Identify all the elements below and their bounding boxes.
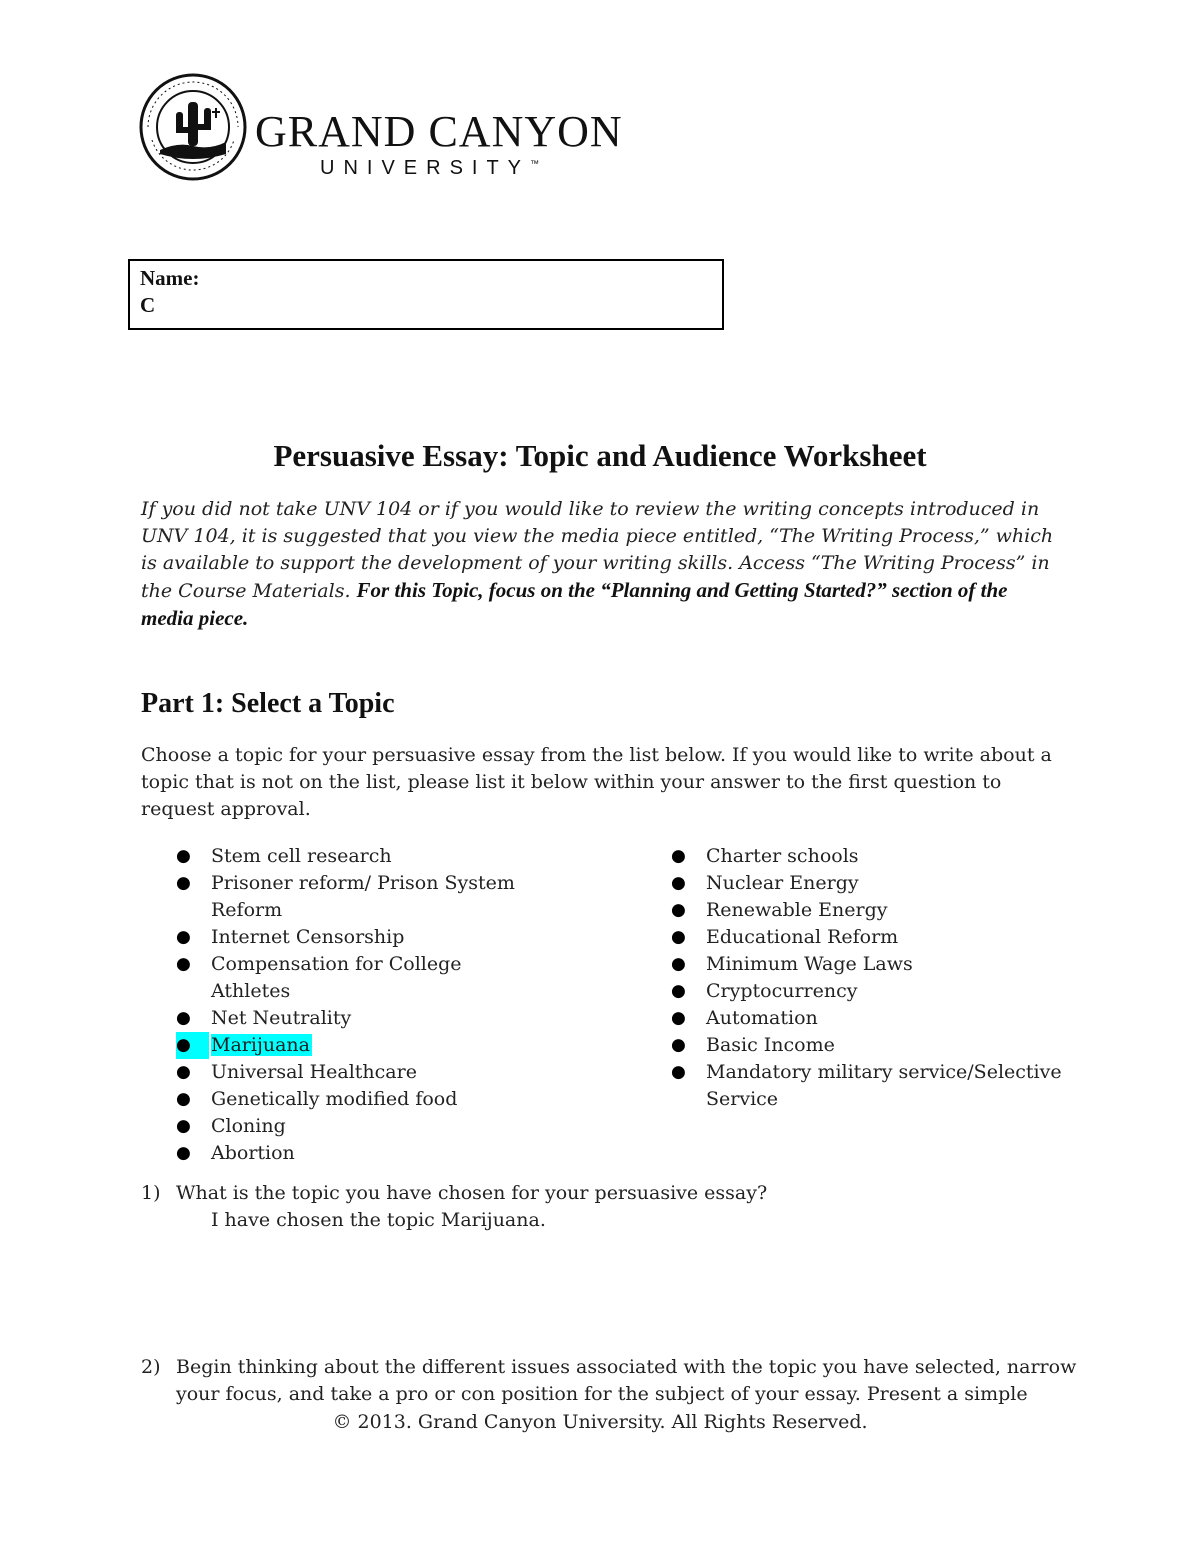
topic-label: Marijuana (211, 1034, 310, 1056)
topic-item (176, 1005, 536, 1032)
topic-item (671, 1059, 1071, 1113)
question-2-text: Begin thinking about the different issues associated with the topic you have selected, narrow your focus, and take a pro or con position for the subject of your essay. Present a simple (176, 1356, 1077, 1405)
bullet-icon: ● (671, 954, 686, 974)
bullet-icon: ● (671, 981, 686, 1001)
bullet-icon: ● (176, 1032, 209, 1059)
copyright-footer: © 2013. Grand Canyon University. All Rights Reserved. (332, 1411, 868, 1433)
logo-wordmark-bottom: UNIVERSITY™ (320, 157, 540, 179)
topic-item (176, 1032, 536, 1059)
intro-paragraph (141, 496, 1061, 633)
part1-heading: Part 1: Select a Topic (141, 688, 395, 719)
topic-item (176, 1059, 536, 1086)
intro-text: If you did not take UNV 104 or if you would like to review the writing concepts introduced in UNV 104, it is suggested that you view the media piece entitled, “The Writing Process,” which is available to support the development of your writing skills. Access “The Writing Process” in the Course Materials. (141, 498, 1054, 602)
topic-item (176, 870, 536, 924)
topic-label: Internet Censorship (211, 926, 405, 948)
bullet-icon: ● (176, 1116, 191, 1136)
topic-label: Renewable Energy (706, 899, 888, 921)
bullet-icon: ● (176, 1008, 191, 1028)
topic-item (176, 951, 536, 1005)
topic-item (671, 843, 1071, 870)
topics-list-left (176, 843, 536, 1167)
topic-label: Cloning (211, 1115, 286, 1137)
intro-bold-text: For this Topic, focus on the “Planning and Getting Started?” section of the media piece. (141, 578, 1008, 630)
question-1 (141, 1180, 1081, 1207)
topic-label: Net Neutrality (211, 1007, 352, 1029)
logo-wordmark-top: GRAND CANYON (255, 107, 623, 156)
topic-label: Mandatory military service/Selective Service (706, 1061, 1062, 1110)
bullet-icon: ● (176, 1062, 191, 1082)
topic-label: Prisoner reform/ Prison System Reform (211, 872, 515, 921)
question-1-text: What is the topic you have chosen for your persuasive essay? (176, 1182, 768, 1204)
question-2-number: 2) (141, 1356, 161, 1378)
topic-label: Cryptocurrency (706, 980, 858, 1002)
question-2 (141, 1354, 1081, 1408)
topic-item (671, 1005, 1071, 1032)
topic-item (671, 924, 1071, 951)
topic-label: Automation (706, 1007, 818, 1029)
bullet-icon: ● (671, 927, 686, 947)
topic-item (671, 951, 1071, 978)
topic-item (671, 897, 1071, 924)
bullet-icon: ● (176, 1143, 191, 1163)
part1-instructions: Choose a topic for your persuasive essay from the list below. If you would like to write about a topic that is not on the list, please list it below within your answer to the first question to request approval. (141, 744, 1052, 820)
topic-label: Minimum Wage Laws (706, 953, 913, 975)
university-logo (138, 72, 623, 182)
topic-label: Basic Income (706, 1034, 835, 1056)
topic-item (176, 843, 536, 870)
topic-label: Universal Healthcare (211, 1061, 417, 1083)
name-value: C (140, 293, 156, 317)
topic-item (671, 1032, 1071, 1059)
topic-label: Genetically modified food (211, 1088, 458, 1110)
topic-label: Compensation for College Athletes (211, 953, 462, 1002)
topic-item (176, 1086, 536, 1113)
bullet-icon: ● (671, 846, 686, 866)
bullet-icon: ● (176, 846, 191, 866)
page-title: Persuasive Essay: Topic and Audience Worksheet (273, 438, 927, 473)
name-label: Name: (140, 266, 200, 290)
bullet-icon: ● (176, 927, 191, 947)
topic-item (176, 924, 536, 951)
bullet-icon: ● (671, 1035, 686, 1055)
bullet-icon: ● (671, 1062, 686, 1082)
bullet-icon: ● (671, 1008, 686, 1028)
bullet-icon: ● (176, 873, 191, 893)
name-box (128, 259, 724, 330)
topic-label: Nuclear Energy (706, 872, 859, 894)
bullet-icon: ● (671, 873, 686, 893)
topics-list-right (671, 843, 1071, 1113)
topic-item (671, 870, 1071, 897)
bullet-icon: ● (671, 900, 686, 920)
topic-label: Educational Reform (706, 926, 899, 948)
bullet-icon: ● (176, 954, 191, 974)
topic-item (176, 1113, 536, 1140)
question-1-number: 1) (141, 1182, 161, 1204)
topic-label: Charter schools (706, 845, 859, 867)
topic-label: Abortion (211, 1142, 295, 1164)
bullet-icon: ● (176, 1089, 191, 1109)
topic-label: Stem cell research (211, 845, 392, 867)
topic-item (671, 978, 1071, 1005)
answer-1: I have chosen the topic Marijuana. (211, 1209, 546, 1231)
topic-item (176, 1140, 536, 1167)
university-seal-icon (138, 72, 248, 182)
